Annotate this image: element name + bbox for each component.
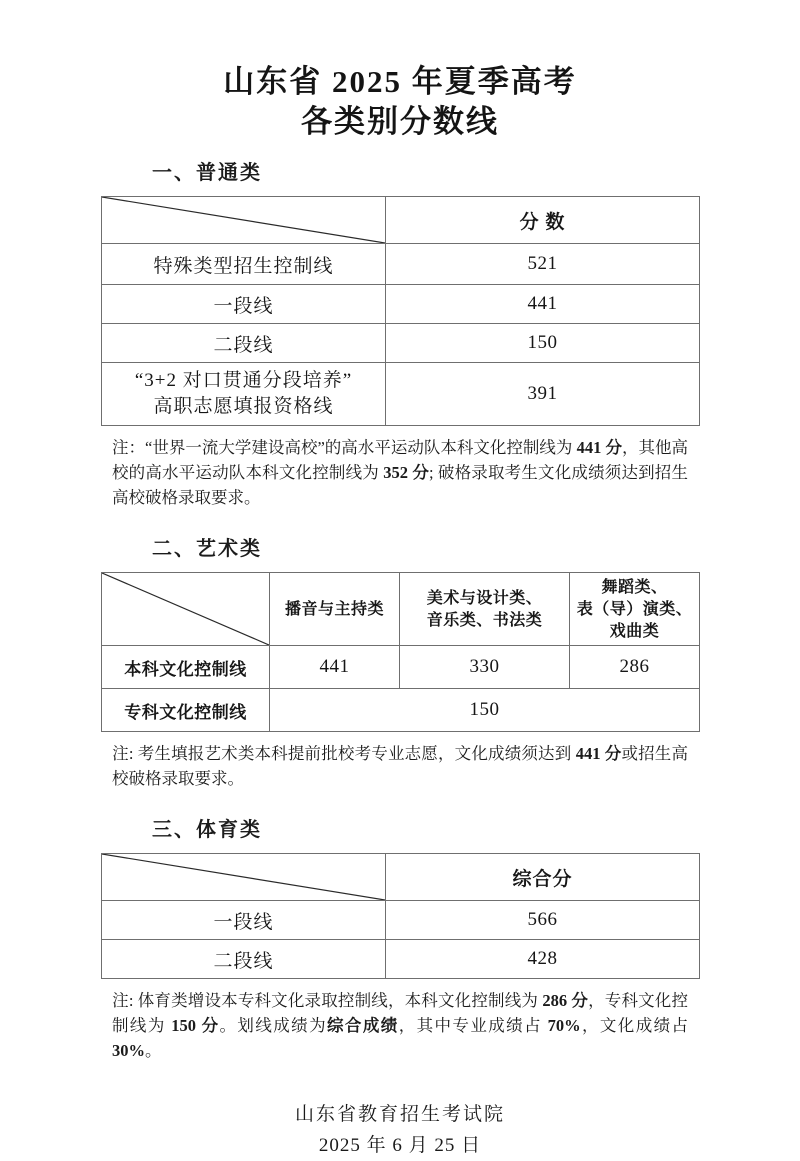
note-art-text-2: 或招生高校破格录取要求。 <box>112 744 688 788</box>
table-row <box>102 646 700 689</box>
note-sport-bold-2: 150 分 <box>171 1016 220 1035</box>
common-table-wrapper <box>101 196 699 426</box>
table-row <box>102 324 700 363</box>
sport-score-table <box>101 853 700 979</box>
signature-date: 2025 年 6 月 25 日 <box>318 1135 482 1156</box>
note-sport-text-6: 。 <box>145 1041 162 1060</box>
sport-table-wrapper <box>101 853 699 979</box>
table-row <box>102 363 700 426</box>
diagonal-line-icon <box>102 854 385 900</box>
col-header-broadcasting: 播音与主持类 <box>270 573 400 646</box>
note-sport-text-3: 。划线成绩为 <box>219 1016 328 1035</box>
row-label-line-2: 高职志愿填报资格线 <box>153 396 334 417</box>
col-header-line-1: 美术与设计类、 <box>426 588 543 607</box>
note-art-text-1: 注: 考生填报艺术类本科提前批校考专业志愿，文化成绩须达到 <box>112 744 576 763</box>
note-common-bold-1: 441 分 <box>576 438 622 457</box>
row-value-sport-tier-one: 566 <box>386 901 700 940</box>
note-sport-text-2: ，专科文化控制线为 <box>112 991 688 1035</box>
row-value-undergrad-broadcasting: 441 <box>270 646 400 689</box>
section-heading-sport: 三、体育类 <box>152 817 262 841</box>
row-value-tier-two: 150 <box>386 324 700 363</box>
table-row <box>102 244 700 285</box>
title-line-1: 山东省 2025 年夏季高考 <box>223 64 577 99</box>
table-header-row <box>102 197 700 244</box>
page-title <box>0 0 800 142</box>
corner-diagonal-cell <box>102 573 270 646</box>
section-heading-common: 一、普通类 <box>152 160 262 184</box>
corner-diagonal-cell <box>102 197 386 244</box>
row-label-sport-tier-two: 二段线 <box>102 940 386 979</box>
note-common <box>112 435 688 510</box>
signature-block <box>0 1099 800 1161</box>
col-header-line-3: 戏曲类 <box>609 621 660 640</box>
diagonal-line-icon <box>102 197 385 243</box>
note-common-bold-2: 352 分 <box>383 463 430 482</box>
note-sport-bold-3: 综合成绩 <box>327 1016 399 1035</box>
note-common-text-1: 注：“世界一流大学建设高校”的高水平运动队本科文化控制线为 <box>112 438 577 457</box>
art-score-table <box>101 572 700 732</box>
row-value-special-control-line: 521 <box>386 244 700 285</box>
corner-diagonal-cell <box>102 854 386 901</box>
row-label-sport-tier-one: 一段线 <box>102 901 386 940</box>
col-header-line-2: 音乐类、书法类 <box>426 610 543 629</box>
row-label-junior-college-culture-line: 专科文化控制线 <box>102 689 270 732</box>
col-header-line-1: 舞蹈类、 <box>601 577 668 596</box>
note-sport-bold-4: 70% <box>547 1016 581 1035</box>
row-value-3plus2-vocational: 391 <box>386 363 700 426</box>
note-sport-bold-1: 286 分 <box>542 991 589 1010</box>
row-value-undergrad-dance: 286 <box>570 646 700 689</box>
row-label-special-control-line: 特殊类型招生控制线 <box>102 244 386 285</box>
row-value-junior-college-merged: 150 <box>270 689 700 732</box>
table-row <box>102 940 700 979</box>
table-header-row <box>102 854 700 901</box>
composite-score-column-header: 综合分 <box>386 854 700 901</box>
row-label-3plus2-vocational <box>102 363 386 426</box>
section-heading-art: 二、艺术类 <box>152 536 262 560</box>
note-sport-text-4: ，其中专业成绩占 <box>398 1016 548 1035</box>
row-label-line-1: “3+2 对口贯通分段培养” <box>134 370 353 391</box>
col-header-dance-drama-opera <box>570 573 700 646</box>
note-sport-text-5: ，文化成绩占 <box>580 1016 689 1035</box>
col-header-fine-arts-music-calligraphy <box>400 573 570 646</box>
common-score-table <box>101 196 700 426</box>
table-row <box>102 689 700 732</box>
row-value-tier-one: 441 <box>386 285 700 324</box>
note-art-bold-1: 441 分 <box>575 744 622 763</box>
row-label-tier-one: 一段线 <box>102 285 386 324</box>
diagonal-line-icon <box>102 573 269 645</box>
col-header-line-2: 表（导）演类、 <box>576 599 693 618</box>
title-line-2: 各类别分数线 <box>301 104 499 139</box>
art-table-wrapper <box>101 572 699 732</box>
note-sport <box>112 988 688 1063</box>
row-value-undergrad-fine-arts: 330 <box>400 646 570 689</box>
row-label-undergrad-culture-line: 本科文化控制线 <box>102 646 270 689</box>
table-header-row <box>102 573 700 646</box>
note-art <box>112 741 688 791</box>
table-row <box>102 285 700 324</box>
row-value-sport-tier-two: 428 <box>386 940 700 979</box>
score-column-header: 分 数 <box>386 197 700 244</box>
row-label-tier-two: 二段线 <box>102 324 386 363</box>
note-common-text-3: ; 破格录取考生文化成绩须达到招生高校破格录取要求。 <box>112 463 688 507</box>
note-common-text-2: ，其他高校的高水平运动队本科文化控制线为 <box>112 438 689 482</box>
table-row <box>102 901 700 940</box>
note-sport-bold-5: 30% <box>112 1041 145 1060</box>
signature-issuer: 山东省教育招生考试院 <box>294 1104 505 1125</box>
note-sport-text-1: 注: 体育类增设本专科文化录取控制线，本科文化控制线为 <box>112 991 543 1010</box>
